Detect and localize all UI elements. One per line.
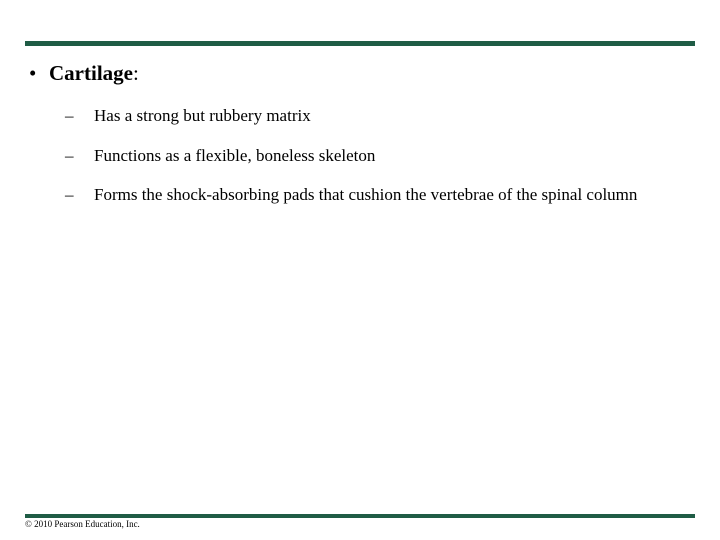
sub-bullet-text: Functions as a flexible, boneless skeleton [94,146,376,165]
dash-icon: – [65,106,74,125]
sub-bullet-matrix [65,104,685,128]
dash-icon: – [65,185,74,204]
copyright-notice: © 2010 Pearson Education, Inc. [25,519,140,529]
main-bullet [29,60,139,86]
sub-bullet-text: Forms the shock-absorbing pads that cushion the vertebrae of the spinal column [94,185,638,204]
sub-bullet-skeleton [65,144,685,168]
top-divider [25,41,695,46]
sub-bullet-text: Has a strong but rubbery matrix [94,106,311,125]
dash-icon: – [65,146,74,165]
heading-term: Cartilage [49,61,133,85]
bullet-icon: • [29,61,37,85]
sub-bullet-pads [65,183,685,207]
heading-colon: : [132,61,139,85]
